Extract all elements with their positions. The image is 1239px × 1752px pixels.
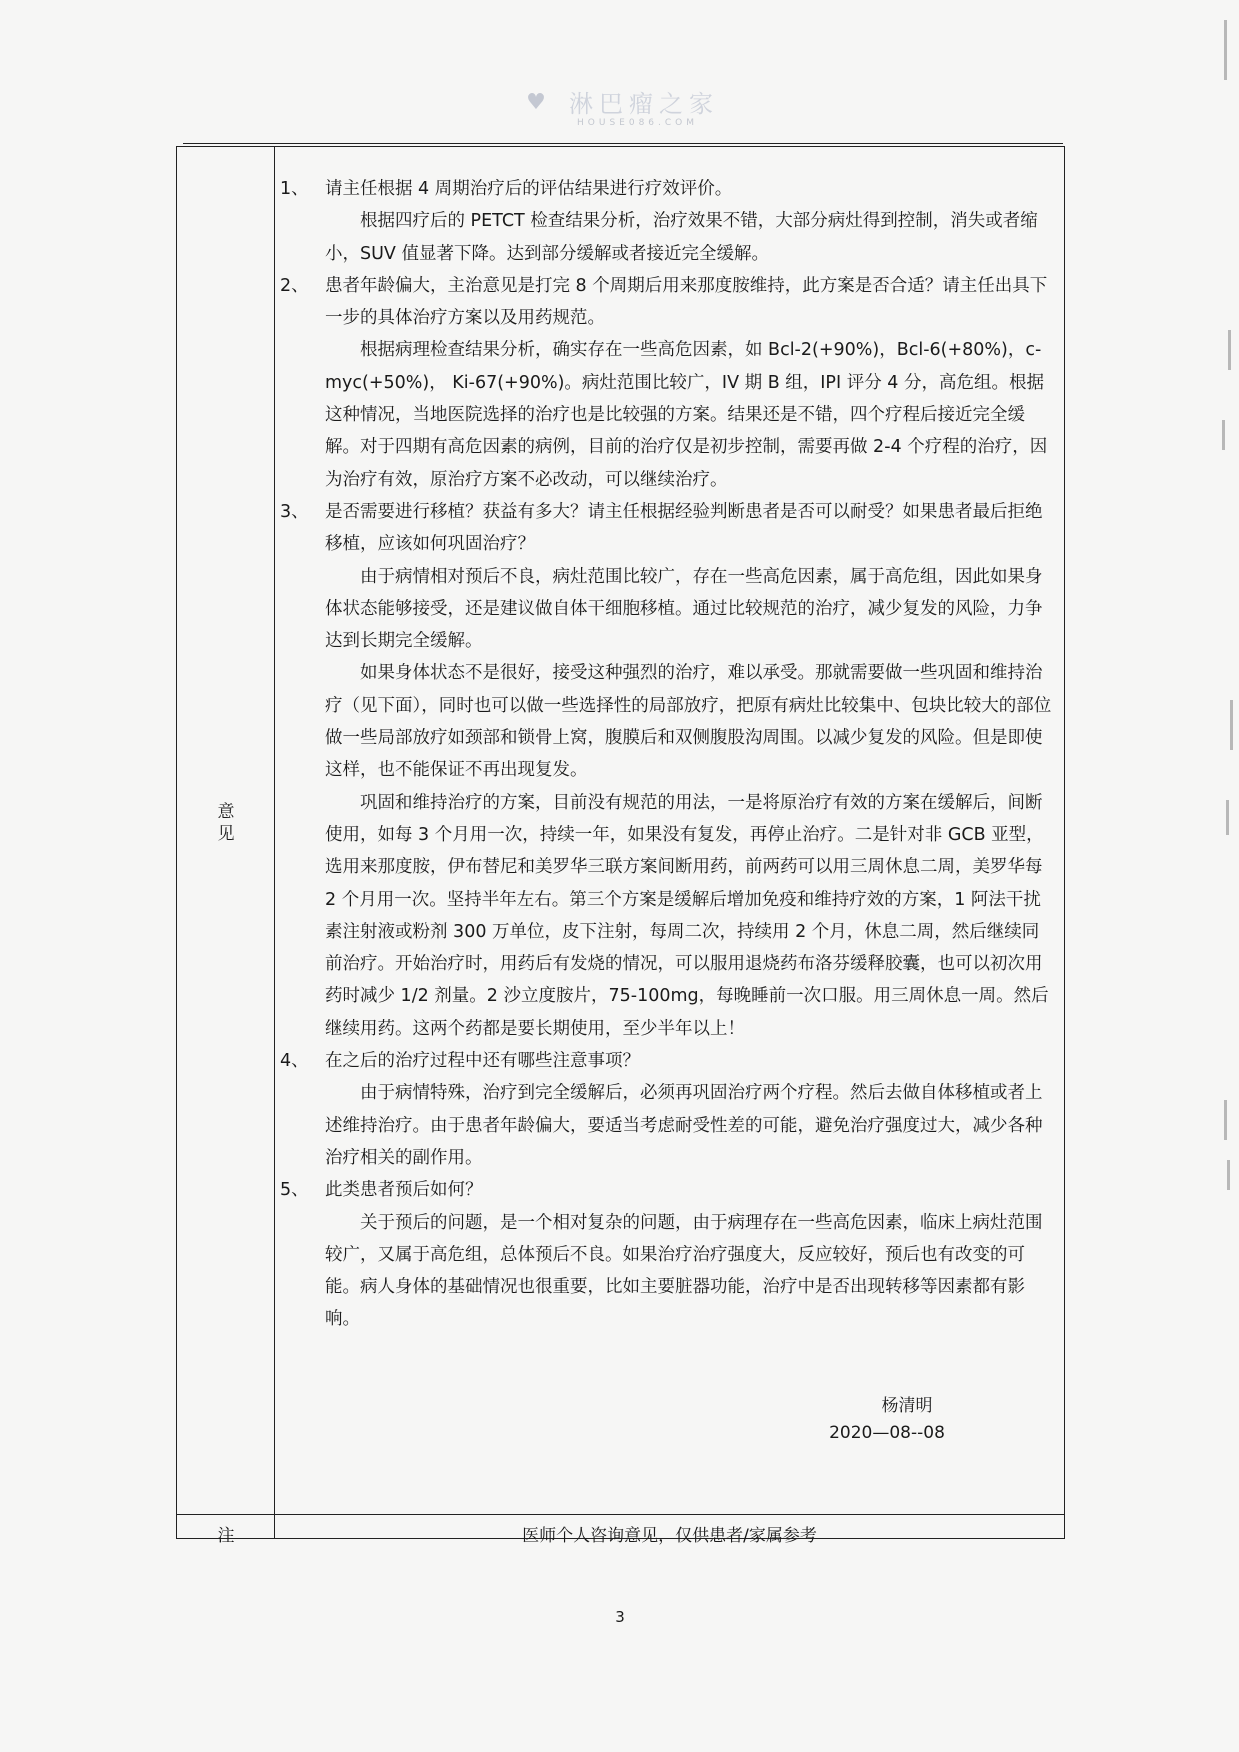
note-text: 医师个人咨询意见，仅供患者/家属参考 (522, 1526, 817, 1546)
answer-paragraph: 由于病情特殊，治疗到完全缓解后，必须再巩固治疗两个疗程。然后去做自体移植或者上述维持治疗。由于患者年龄偏大，要适当考虑耐受性差的可能，避免治疗强度过大，减少各种治疗相关的副作用。 (325, 1083, 1043, 1168)
opinion-row-label: 意见 (217, 802, 235, 844)
question-text: 在之后的治疗过程中还有哪些注意事项？ (325, 1051, 640, 1072)
opinion-content (280, 173, 1052, 1336)
answer-paragraph: 根据四疗后的 PETCT 检查结果分析，治疗效果不错，大部分病灶得到控制，消失或者缩小，SUV 值显著下降。达到部分缓解或者接近完全缓解。 (325, 211, 1038, 264)
answer-paragraph: 巩固和维持治疗的方案，目前没有规范的用法，一是将原治疗有效的方案在缓解后，间断使用，如每 3 个月用一次，持续一年，如果没有复发，再停止治疗。二是针对非 GCB 亚型，选用来那度胺，伊布替尼和美罗华三联方案间断用药，前两药可以用三周休息二周，美罗华每 2 个月用一次。坚持半年左右。第三个方案是缓解后增加免疫和维持疗效的方案，1 阿法干扰素注射液或粉剂 300 万单位，皮下注射，每周二次，持续用 2 个月，休息二周，然后继续同前治疗。开始治疗时，用药后有发烧的情况，可以服用退烧药布洛芬缓释胶囊，也可以初次用药时减少 1/2 剂量。2 沙立度胺片，75-100mg，每晚睡前一次口服。用三周休息一周。然后继续用药。这两个药都是要长期使用，至少半年以上！ (325, 792, 1049, 1039)
watermark-title: 淋巴瘤之家 (569, 90, 719, 118)
question-number: 4、 (280, 1051, 309, 1072)
signature-date: 2020—08--08 (829, 1423, 945, 1443)
question-text: 请主任根据 4 周期治疗后的评估结果进行疗效评价。 (325, 179, 733, 199)
page-number: 3 (615, 1608, 625, 1626)
question-text: 患者年龄偏大，主治意见是打完 8 个周期后用来那度胺维持，此方案是否合适？请主任出具下一步的具体治疗方案以及用药规范。 (325, 275, 1048, 329)
answer-paragraph: 关于预后的问题，是一个相对复杂的问题，由于病理存在一些高危因素，临床上病灶范围较广，又属于高危组，总体预后不良。如果治疗治疗强度大，反应较好，预后也有改变的可能。病人身体的基础情况也很重要，比如主要脏器功能，治疗中是否出现转移等因素都有影响。 (325, 1212, 1043, 1330)
question-number: 2、 (280, 275, 309, 296)
question-number: 5、 (280, 1180, 309, 1201)
opinion-table (176, 146, 1065, 1546)
table-top-rule (183, 143, 1063, 144)
question-item (280, 270, 1052, 335)
question-item (280, 1174, 1052, 1206)
row-divider (177, 1514, 1064, 1515)
question-text: 是否需要进行移植？获益有多大？请主任根据经验判断患者是否可以耐受？如果患者最后拒绝移植，应该如何巩固治疗？ (325, 501, 1043, 555)
question-item (280, 173, 1052, 205)
question-text: 此类患者预后如何？ (325, 1180, 483, 1201)
answer-paragraph: 根据病理检查结果分析，确实存在一些高危因素，如 Bcl-2(+90%)，Bcl-6(+80%)，c-myc(+50%)， Ki-67(+90%)。病灶范围比较广，IV 期 B 组，IPI 评分 4 分，高危组。根据这种情况，当地医院选择的治疗也是比较强的方案。结果还是不错，四个疗程后接近完全缓解。对于四期有高危因素的病例，目前的治疗仅是初步控制，需要再做 2-4 个疗程的治疗，因为治疗有效，原治疗方案不必改动，可以继续治疗。 (325, 340, 1048, 490)
column-divider (274, 147, 275, 1538)
question-item (280, 496, 1052, 561)
note-row-label: 注 (217, 1526, 235, 1546)
question-number: 1、 (280, 179, 309, 199)
scan-edge-artifact (1209, 0, 1239, 1752)
watermark (525, 80, 755, 136)
question-number: 3、 (280, 501, 309, 522)
answer-paragraph: 由于病情相对预后不良，病灶范围比较广，存在一些高危因素，属于高危组，因此如果身体状态能够接受，还是建议做自体干细胞移植。通过比较规范的治疗，减少复发的风险，力争达到长期完全缓解。 (325, 566, 1043, 652)
answer-paragraph: 如果身体状态不是很好，接受这种强烈的治疗，难以承受。那就需要做一些巩固和维持治疗（见下面），同时也可以做一些选择性的局部放疗，把原有病灶比较集中、包块比较大的部位做一些局部放疗如颈部和锁骨上窝，腹膜后和双侧腹股沟周围。以减少复发的风险。但是即使这样，也不能保证不再出现复发。 (325, 663, 1052, 781)
heart-icon: ♥ (526, 90, 546, 115)
watermark-subtitle: HOUSE086.COM (577, 118, 699, 128)
question-item (280, 1045, 1052, 1077)
signature-name: 杨清明 (881, 1396, 933, 1416)
